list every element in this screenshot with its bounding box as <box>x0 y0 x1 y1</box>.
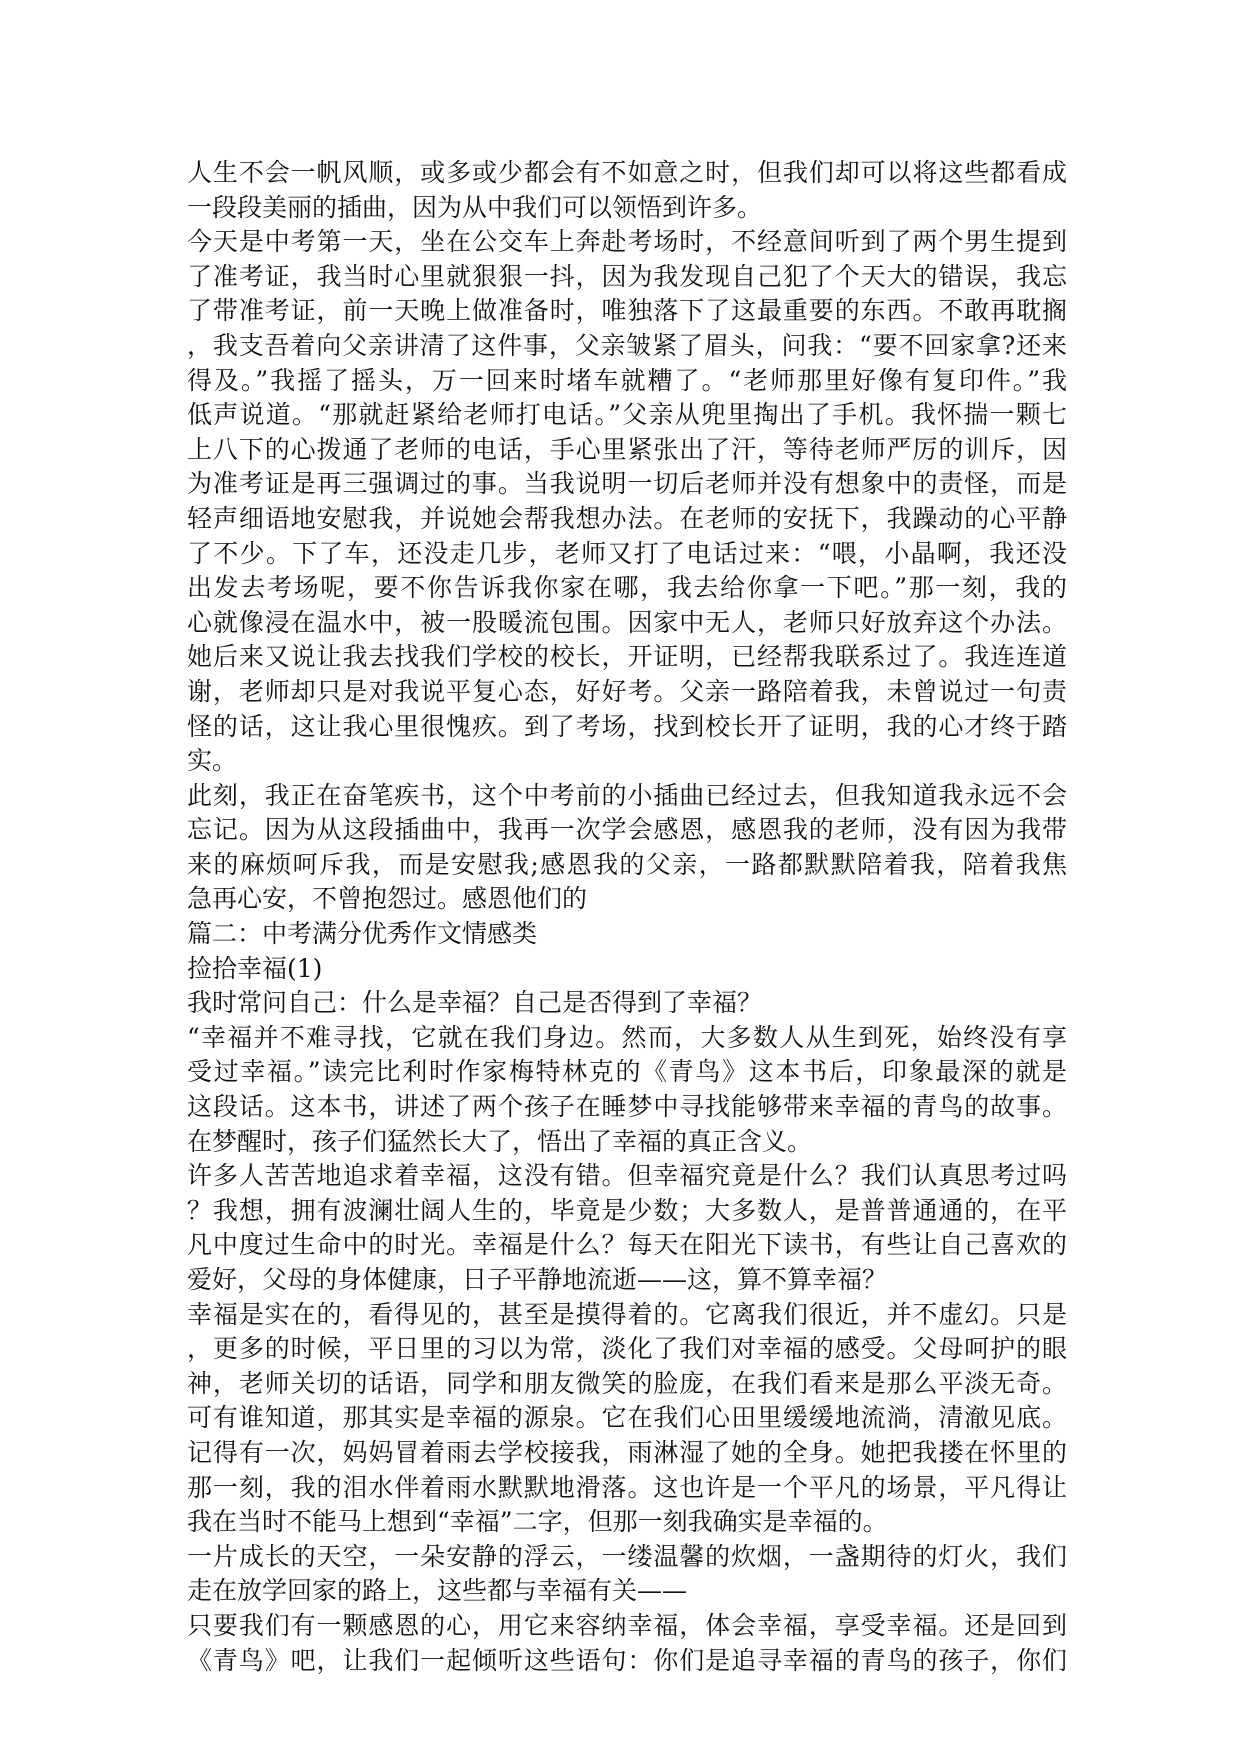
text-line: 那一刻，我的泪水伴着雨水默默地滑落。这也许是一个平凡的场景，平凡得让 <box>187 1472 1067 1502</box>
text-line: 在梦醒时，孩子们猛然长大了，悟出了幸福的真正含义。 <box>187 1126 813 1156</box>
text-line: 心就像浸在温水中，被一股暖流包围。因家中无人，老师只好放弃这个办法。 <box>187 607 1067 637</box>
text-line: 受过幸福。”读完比利时作家梅特林克的《青鸟》这本书后，印象最深的就是 <box>187 1057 1067 1087</box>
text-line: 神，老师关切的话语，同学和朋友微笑的脸庞，在我们看来是那么平淡无奇。 <box>187 1368 1067 1398</box>
text-line: ，我支吾着向父亲讲清了这件事，父亲皱紧了眉头，问我：“要不回家拿?还来 <box>187 330 1067 360</box>
text-line: 忘记。因为从这段插曲中，我再一次学会感恩，感恩我的老师，没有因为我带 <box>187 815 1067 845</box>
text-line: 这段话。这本书，讲述了两个孩子在睡梦中寻找能够带来幸福的青鸟的故事。 <box>187 1092 1067 1122</box>
text-line: 轻声细语地安慰我，并说她会帮我想办法。在老师的安抚下，我躁动的心平静 <box>187 503 1067 533</box>
text-line: 来的麻烦呵斥我，而是安慰我;感恩我的父亲，一路都默默陪着我，陪着我焦 <box>187 849 1067 879</box>
text-line: 谢，老师却只是对我说平复心态，好好考。父亲一路陪着我，未曾说过一句责 <box>187 676 1067 706</box>
text-line: 得及。”我摇了摇头，万一回来时堵车就糟了。“老师那里好像有复印件。”我 <box>187 365 1067 395</box>
text-line: 低声说道。“那就赶紧给老师打电话。”父亲从兜里掏出了手机。我怀揣一颗七 <box>187 400 1067 430</box>
text-line: 上八下的心拨通了老师的电话，手心里紧张出了汗，等待老师严厉的训斥，因 <box>187 434 1067 464</box>
text-line: 一段段美丽的插曲，因为从中我们可以领悟到许多。 <box>187 192 763 222</box>
text-line: 记得有一次，妈妈冒着雨去学校接我，雨淋湿了她的全身。她把我搂在怀里的 <box>187 1437 1067 1467</box>
text-line: 《青鸟》吧，让我们一起倾听这些语句：你们是追寻幸福的青鸟的孩子，你们 <box>187 1645 1067 1675</box>
text-line: 我在当时不能马上想到“幸福”二字，但那一刻我确实是幸福的。 <box>187 1507 888 1537</box>
text-line: 她后来又说让我去找我们学校的校长，开证明，已经帮我联系过了。我连连道 <box>187 642 1067 672</box>
text-line: 爱好，父母的身体健康，日子平静地流逝——这，算不算幸福？ <box>187 1265 888 1294</box>
text-line: 了准考证，我当时心里就狠狠一抖，因为我发现自己犯了个天大的错误，我忘 <box>187 261 1067 291</box>
text-line: ？我想，拥有波澜壮阔人生的，毕竟是少数；大多数人，是普普通通的，在平 <box>187 1195 1067 1225</box>
text-line: 幸福是实在的，看得见的，甚至是摸得着的。它离我们很近，并不虚幻。只是 <box>187 1299 1067 1329</box>
text-line: 篇二：中考满分优秀作文情感类 <box>187 919 538 949</box>
text-line: 凡中度过生命中的时光。幸福是什么？每天在阳光下读书，有些让自己喜欢的 <box>187 1230 1067 1260</box>
text-line: 只要我们有一颗感恩的心，用它来容纳幸福，体会幸福，享受幸福。还是回到 <box>187 1610 1067 1640</box>
text-line: 怪的话，这让我心里很愧疚。到了考场，找到校长开了证明，我的心才终于踏 <box>187 711 1067 741</box>
text-line: ，更多的时候，平日里的习以为常，淡化了我们对幸福的感受。父母呵护的眼 <box>187 1334 1067 1364</box>
text-line: 今天是中考第一天，坐在公交车上奔赴考场时，不经意间听到了两个男生提到 <box>187 227 1067 257</box>
document-body <box>187 156 1067 1678</box>
text-line: 走在放学回家的路上，这些都与幸福有关—— <box>187 1576 688 1606</box>
text-line: 急再心安，不曾抱怨过。感恩他们的 <box>187 884 588 914</box>
text-line: 一片成长的天空，一朵安静的浮云，一缕温馨的炊烟，一盏期待的灯火，我们 <box>187 1541 1067 1571</box>
text-line: 此刻，我正在奋笔疾书，这个中考前的小插曲已经过去，但我知道我永远不会 <box>187 780 1067 810</box>
text-line: 实。 <box>187 746 238 776</box>
text-line: 人生不会一帆风顺，或多或少都会有不如意之时，但我们却可以将这些都看成 <box>187 158 1067 187</box>
text-line: 了不少。下了车，还没走几步，老师又打了电话过来：“喂，小晶啊，我还没 <box>187 538 1067 568</box>
text-line: 出发去考场呢，要不你告诉我你家在哪，我去给你拿一下吧。”那一刻，我的 <box>187 573 1067 603</box>
text-line: 可有谁知道，那其实是幸福的源泉。它在我们心田里缓缓地流淌，清澈见底。 <box>187 1403 1067 1433</box>
text-line: 许多人苦苦地追求着幸福，这没有错。但幸福究竟是什么？我们认真思考过吗 <box>187 1161 1067 1191</box>
text-line: 为准考证是再三强调过的事。当我说明一切后老师并没有想象中的责怪，而是 <box>187 469 1067 499</box>
text-line: 了带准考证，前一天晚上做准备时，唯独落下了这最重要的东西。不敢再耽搁 <box>187 296 1067 326</box>
text-line: 捡拾幸福(1) <box>187 953 323 983</box>
text-line: “幸福并不难寻找，它就在我们身边。然而，大多数人从生到死，始终没有享 <box>187 1022 1067 1052</box>
text-line: 我时常问自己：什么是幸福？自己是否得到了幸福？ <box>187 988 763 1018</box>
